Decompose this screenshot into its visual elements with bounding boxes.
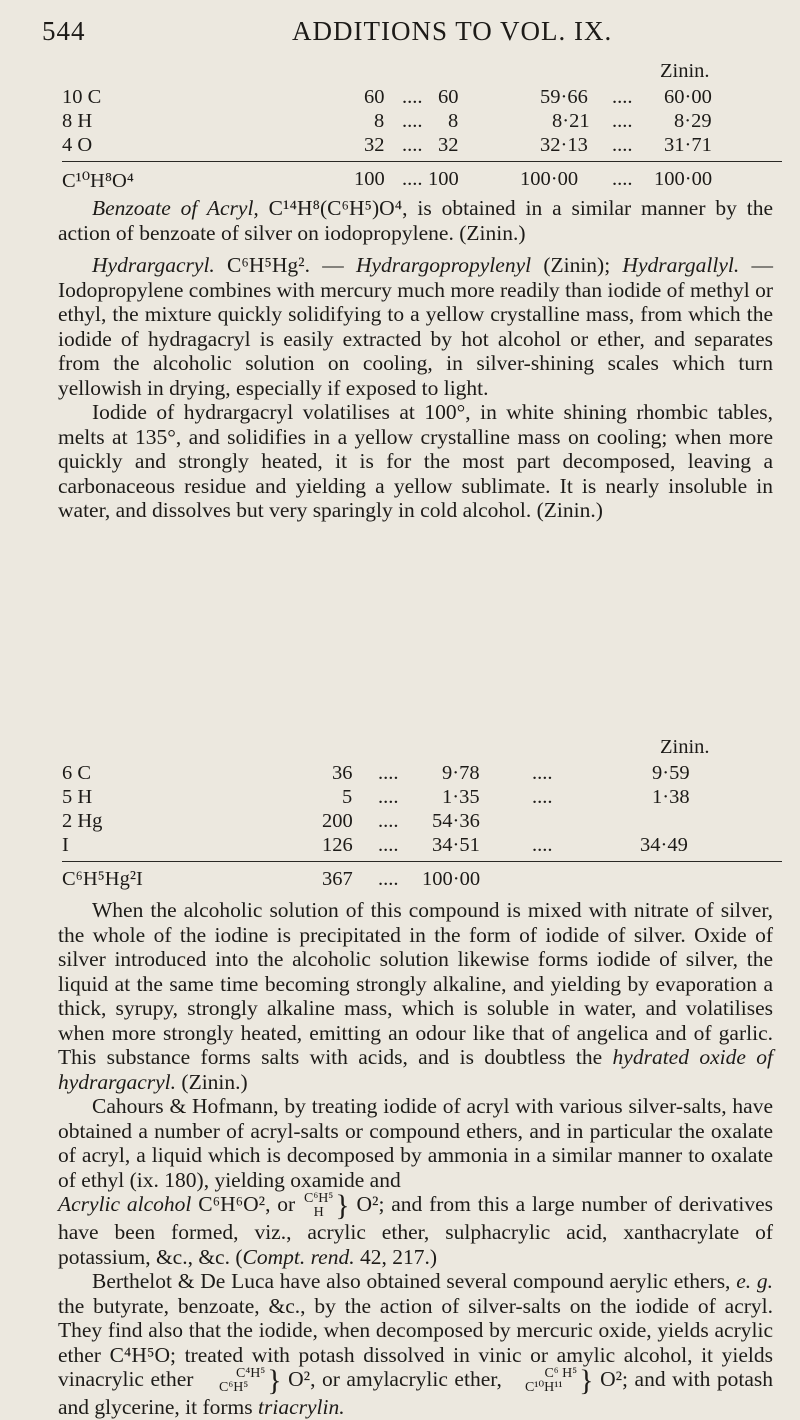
calc-cell: 367 — [322, 868, 353, 890]
found2-cell: 8·29 — [674, 110, 712, 132]
formula-fraction — [202, 1367, 265, 1395]
fraction-bottom: H — [313, 1205, 324, 1221]
sep-cell: .... — [612, 110, 633, 132]
formula-cell: 2 Hg — [62, 810, 103, 832]
calc-pct-cell: 54·36 — [432, 810, 480, 832]
found2-cell: 31·71 — [664, 134, 712, 156]
paragraph-text: O², or amylacrylic ether, — [281, 1367, 509, 1392]
calc-cell: 32 — [364, 134, 385, 156]
paragraph-text: When the alcoholic solution of this compound is mixed with nitrate of silver, the whole of the iodine is precipitated in the form of iodide of silver. Oxide of silver introduced into the alcoholic solution likewise forms iodide of silver, the liquid at the same time becoming strongly alkaline, and yielding by evaporation a thick, syrupy, strongly alkaline mass, which is soluble in water, and volatilises when more strongly heated, emitting an odour like that of angelica and of garlic. This substance forms salts with acids, and is doubtless the — [58, 898, 773, 1069]
calc-pct-cell: 1·35 — [442, 786, 480, 808]
sep-cell: .... — [402, 134, 423, 156]
citation-journal: Compt. rend. — [242, 1244, 355, 1269]
brace-glyph: } — [335, 1188, 350, 1222]
formula-cell: 5 H — [62, 786, 93, 808]
found-cell: 100·00 — [520, 168, 579, 190]
paragraph-text: O²; and with potash and glycerine, it forms — [58, 1367, 773, 1420]
paragraph-alcoholic-solution — [58, 898, 773, 1094]
fraction-top: C⁴H⁵ — [235, 1366, 266, 1382]
calc-pct-cell: 32 — [438, 134, 459, 156]
paragraph-text: Cahours & Hofmann, by treating iodide of acryl with various silver-salts, have obtained a number of acryl-salts or compound ethers, and in particular the oxalate of acryl, a liquid which is decomposed by ammonia in a similar manner to oxalate of ethyl (ix. 180), yielding oxamide and — [58, 1094, 773, 1192]
fraction-top: C⁶H⁵ — [304, 1191, 334, 1207]
paragraph-berthelot-de-luca — [58, 1269, 773, 1420]
found2-cell: 60·00 — [664, 86, 712, 108]
sep-cell: .... — [378, 810, 399, 832]
calc-pct-cell: 8 — [448, 110, 459, 132]
calc-pct-cell: 100·00 — [422, 868, 481, 890]
sep-cell: .... — [378, 762, 399, 784]
formula-acrylic-alcohol: C⁶H⁶O², or — [191, 1192, 303, 1216]
sep-cell: .... — [402, 168, 423, 190]
term-benzoate-of-acryl: Benzoate of Acryl, — [92, 196, 259, 220]
found-cell: 32·13 — [540, 134, 588, 156]
paragraph-benzoate-of-acryl — [58, 196, 773, 245]
synonym-note: (Zinin); — [531, 253, 611, 277]
calc-pct-cell: 100 — [428, 168, 459, 190]
formula-cell: 8 H — [62, 110, 93, 132]
table-column-header: Zinin. — [660, 736, 710, 758]
table-rule — [62, 861, 782, 862]
calc-cell: 5 — [342, 786, 353, 808]
fraction-bottom: C¹⁰H¹¹ — [524, 1380, 563, 1396]
running-title: ADDITIONS TO VOL. IX. — [292, 16, 613, 46]
found-cell: 1·38 — [652, 786, 690, 808]
calc-cell: 126 — [322, 834, 353, 856]
calc-cell: 8 — [374, 110, 385, 132]
calc-cell: 200 — [322, 810, 353, 832]
formula-cell: I — [62, 834, 69, 856]
paragraph-text: C¹⁴H⁸(C⁶H⁵)O⁴, is obtained in a similar manner by the action of benzoate of silver on iodopropylene. (Zinin.) — [58, 196, 773, 245]
fraction-bottom: C⁶H⁵ — [218, 1380, 249, 1396]
term-acrylic-alcohol: Acrylic alcohol — [58, 1192, 192, 1216]
calc-cell: 100 — [354, 168, 385, 190]
paragraph-acrylic-alcohol — [58, 1188, 773, 1269]
paragraph-text: the butyrate, benzoate, &c., by the action of silver-salts on the iodide of acryl. They find also that the iodide, when decomposed by mercuric oxide, yields acrylic ether C⁴H⁵O; treated with potash dissolved in vinic or amylic alcohol, it yields vinacrylic ether — [58, 1293, 773, 1392]
brace-glyph: } — [579, 1363, 594, 1397]
found-cell: 9·59 — [652, 762, 690, 784]
found-cell: 34·49 — [640, 834, 688, 856]
formula-fraction — [510, 1367, 577, 1395]
paragraph-text: Iodide of hydrargacryl volatilises at 100°, in white shining rhombic tables, melts at 135°, and solidifies in a yellow crystalline mass on cooling; when more quickly and strongly heated, it is for the most part decomposed, leaving a carbonaceous residue and yielding a yellow sublimate. It is nearly insoluble in water, and dissolves but very sparingly in cold alcohol. (Zinin.) — [58, 400, 773, 522]
paragraph-text: — Iodopropylene combines with mercury much more readily than iodide of methyl or ethyl, the mixture quickly solidifying to a yellow crystalline mass, from which the iodide of hydragacryl is easily extracted by hot alcohol or ether, and separates from the alcoholic solution on cooling, in silver-shining scales which turn yellowish in drying, especially if exposed to light. — [58, 253, 774, 400]
formula-cell: 4 O — [62, 134, 93, 156]
paragraph-iodide-of-hydrargacryl — [58, 400, 773, 523]
abbrev-eg: e. g. — [736, 1269, 774, 1294]
formula-fraction — [304, 1192, 333, 1220]
sep-cell: .... — [532, 834, 553, 856]
formula-hydrargacryl: C⁶H⁵Hg². — — [214, 253, 344, 277]
sep-cell: .... — [378, 834, 399, 856]
term-hydrargallyl: Hydrargallyl. — [610, 253, 740, 277]
found-cell: 59·66 — [540, 86, 588, 108]
formula-cell: C⁶H⁵Hg²I — [62, 868, 143, 890]
table-rule — [62, 161, 782, 162]
formula-cell: 6 C — [62, 762, 92, 784]
sep-cell: .... — [532, 762, 553, 784]
paragraph-text: Berthelot & De Luca have also obtained several compound aerylic ethers, — [92, 1269, 737, 1294]
term-hydrargopropylenyl: Hydrargopropylenyl — [343, 253, 532, 277]
page-number: 544 — [42, 16, 86, 46]
citation: 42, 217.) — [354, 1244, 438, 1269]
sep-cell: .... — [612, 86, 633, 108]
sep-cell: .... — [378, 786, 399, 808]
term-triacrylin: triacrylin. — [258, 1395, 345, 1420]
table-column-header: Zinin. — [660, 60, 710, 82]
sep-cell: .... — [612, 168, 633, 190]
formula-cell: 10 C — [62, 86, 102, 108]
calc-pct-cell: 34·51 — [432, 834, 480, 856]
calc-pct-cell: 9·78 — [442, 762, 480, 784]
sep-cell: .... — [532, 786, 553, 808]
paragraph-hydrargacryl — [58, 253, 773, 400]
calc-cell: 36 — [332, 762, 353, 784]
found-cell: 8·21 — [552, 110, 590, 132]
brace-glyph: } — [267, 1363, 282, 1397]
fraction-top: C⁶ H⁵ — [544, 1366, 578, 1382]
sep-cell: .... — [612, 134, 633, 156]
sep-cell: .... — [402, 86, 423, 108]
found2-cell: 100·00 — [654, 168, 713, 190]
paragraph-text: O²; and from this a large number of derivatives have been formed, viz., acrylic ether, sulphacrylic acid, xanthacrylate of potassium, &c., &c. ( — [58, 1192, 773, 1269]
paragraph-cahours-hofmann — [58, 1094, 773, 1192]
text-block-lower — [58, 898, 773, 1420]
sep-cell: .... — [402, 110, 423, 132]
calc-cell: 60 — [364, 86, 385, 108]
term-hydrated-oxide: hydrated oxide of hydrargacryl. — [58, 1045, 773, 1094]
text-block-upper — [58, 196, 773, 523]
citation: (Zinin.) — [176, 1069, 248, 1094]
calc-pct-cell: 60 — [438, 86, 459, 108]
sep-cell: .... — [378, 868, 399, 890]
formula-cell: C¹⁰H⁸O⁴ — [62, 170, 134, 192]
term-hydrargacryl: Hydrargacryl. — [92, 253, 215, 277]
